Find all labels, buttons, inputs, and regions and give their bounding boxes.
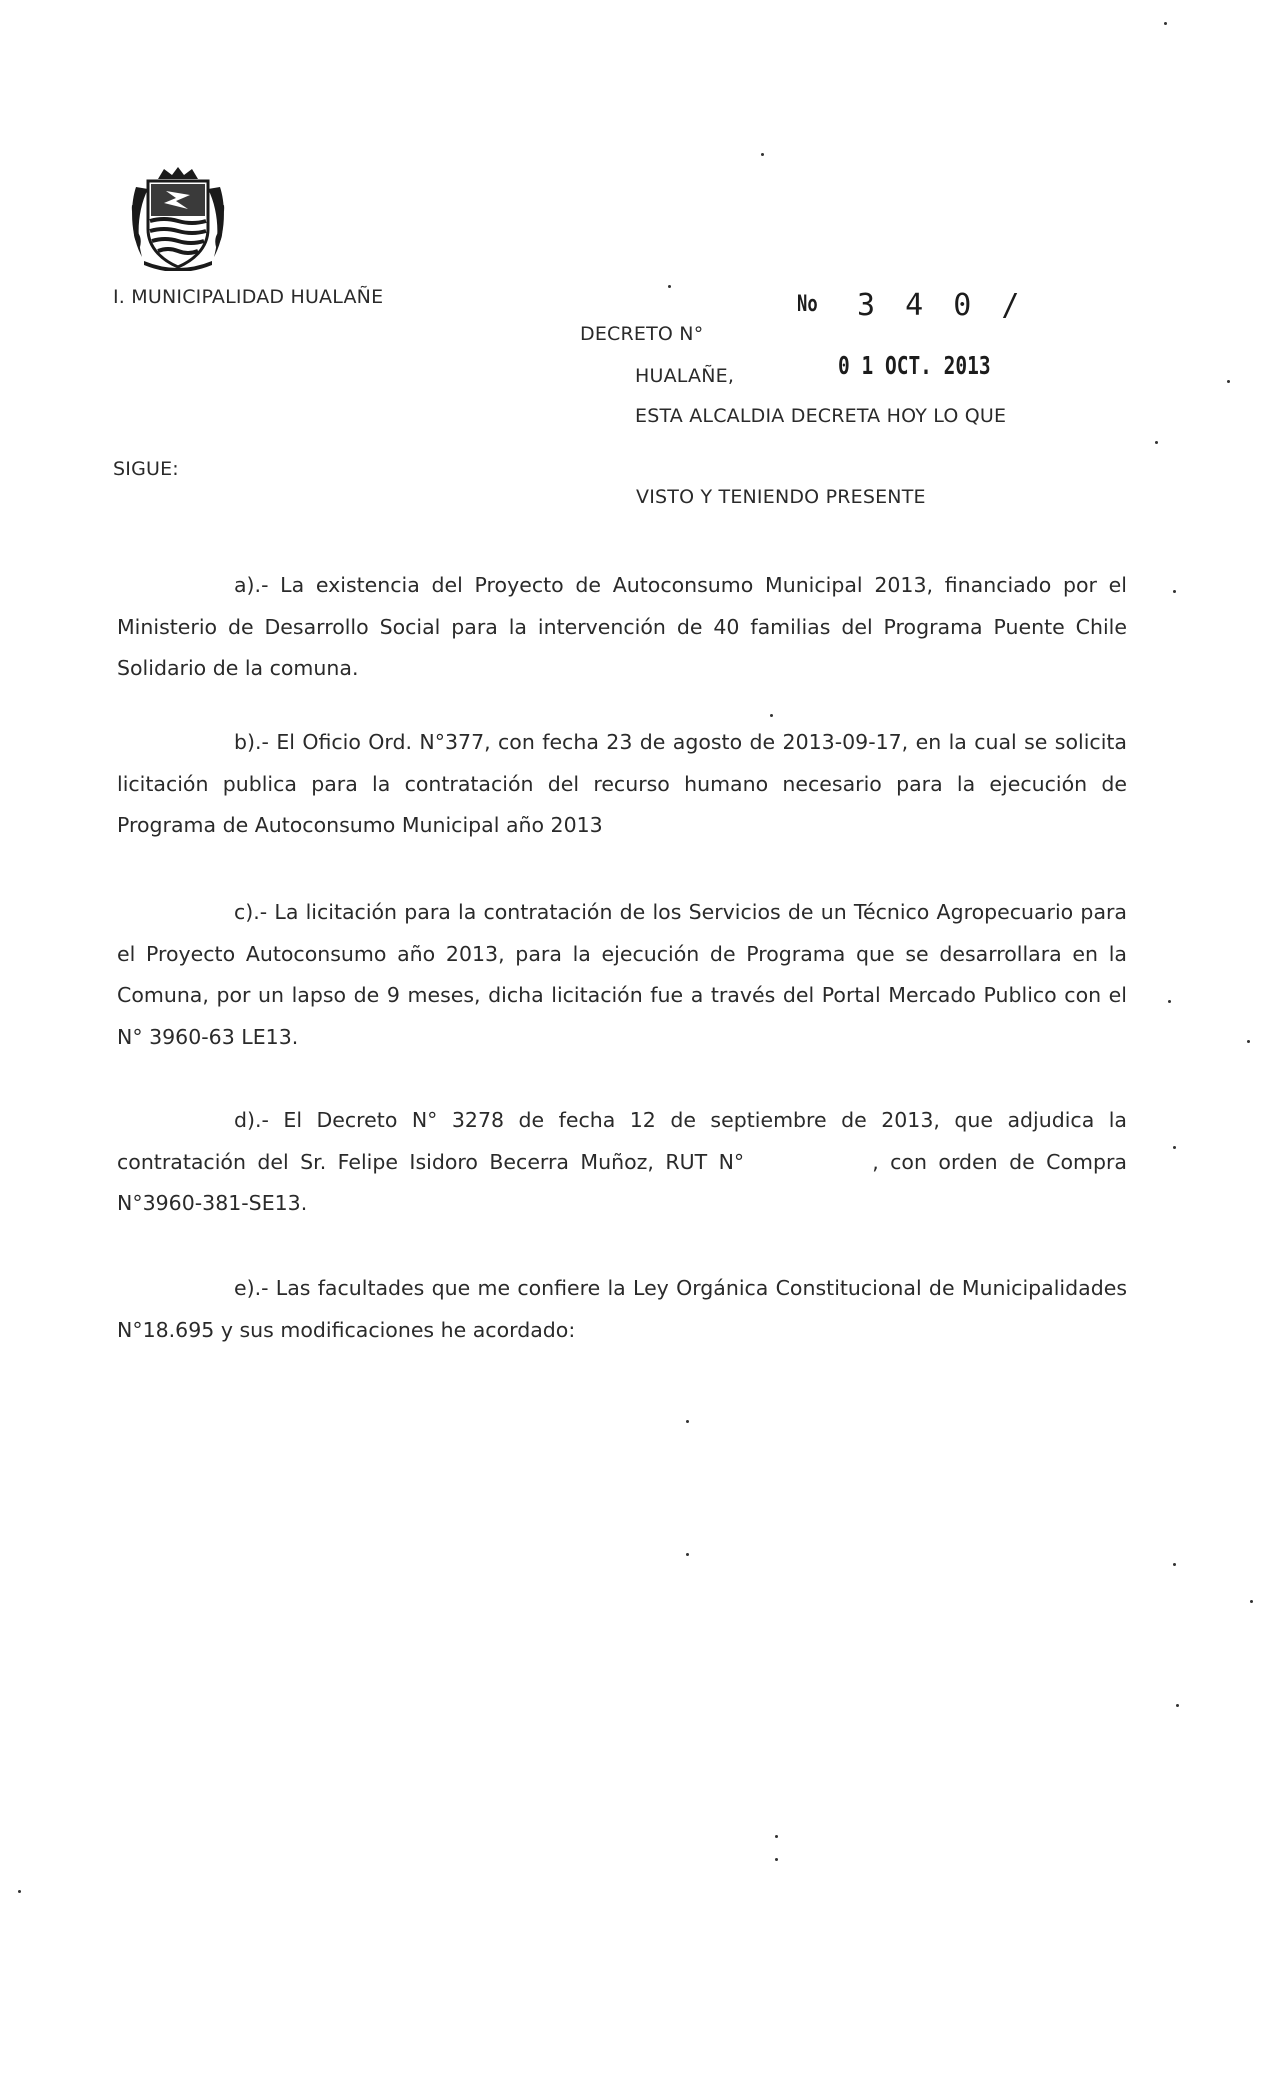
scan-speck (1173, 1146, 1176, 1149)
paragraph-b-text: b).- El Oficio Ord. N°377, con fecha 23 de agosto de 2013-09-17, en la cual se solicita licitación publica para la contratación del recurso humano necesario para la ejecución de Programa de Autoconsumo Municipal año 2013 (117, 730, 1127, 837)
scan-speck (686, 1420, 689, 1423)
paragraph-d-text: d).- El Decreto N° 3278 de fecha 12 de septiembre de 2013, que adjudica la contratación del Sr. Felipe Isidoro Becerra Muñoz, RUT N° (117, 1108, 1127, 1174)
paragraph-b (117, 722, 1127, 847)
decree-label: DECRETO N° (580, 323, 704, 345)
institution-name: I. MUNICIPALIDAD HUALAÑE (113, 286, 384, 308)
paragraph-e-text: e).- Las facultades que me confiere la Ley Orgánica Constitucional de Municipalidades N°18.695 y sus modificaciones he acordado: (117, 1276, 1127, 1342)
scan-speck (1173, 1563, 1176, 1566)
paragraph-e (117, 1268, 1127, 1351)
paragraph-c-text: c).- La licitación para la contratación de los Servicios de un Técnico Agropecuario para el Proyecto Autoconsumo año 2013, para la ejecución de Programa que se desarrollara en la Comuna, por un lapso de 9 meses, dicha licitación fue a través del Portal Mercado Publico con el N° 3960-63 LE13. (117, 900, 1127, 1049)
paragraph-d (117, 1100, 1127, 1225)
paragraph-d-purchase-order: , con orden de Compra N°3960-381-SE13. (117, 1149, 1127, 1215)
scan-speck (1176, 1704, 1179, 1707)
visto-heading: VISTO Y TENIENDO PRESENTE (636, 486, 926, 508)
city-label: HUALAÑE, (635, 365, 735, 387)
scan-speck (775, 1835, 778, 1838)
scan-speck (1247, 1040, 1250, 1043)
scan-speck (770, 714, 773, 717)
scan-speck (18, 1890, 21, 1893)
decree-statement: ESTA ALCALDIA DECRETA HOY LO QUE (635, 405, 1007, 427)
scan-speck (1168, 1000, 1171, 1003)
stamp-number-prefix: No (797, 292, 818, 317)
paragraph-d-wrapper (117, 1100, 1127, 1225)
paragraph-a-text: a).- La existencia del Proyecto de Autoconsumo Municipal 2013, financiado por el Ministerio de Desarrollo Social para la intervención de 40 familias del Programa Puente Chile Solidario de la comuna. (117, 573, 1127, 680)
scan-speck (1227, 380, 1230, 383)
stamp-decree-number: 3 4 0 / (857, 288, 1026, 323)
scan-speck (668, 285, 671, 288)
scan-speck (761, 153, 764, 156)
scan-speck (1155, 441, 1158, 444)
scan-speck (1164, 22, 1167, 25)
scan-speck (686, 1553, 689, 1556)
scan-speck (1250, 1600, 1253, 1603)
sigue-label: SIGUE: (113, 458, 179, 480)
paragraph-a (117, 565, 1127, 690)
municipal-crest-icon (128, 165, 228, 271)
stamp-date: 0 1 OCT. 2013 (838, 351, 991, 380)
scan-speck (1173, 590, 1176, 593)
scan-speck (775, 1858, 778, 1861)
paragraph-c (117, 892, 1127, 1058)
